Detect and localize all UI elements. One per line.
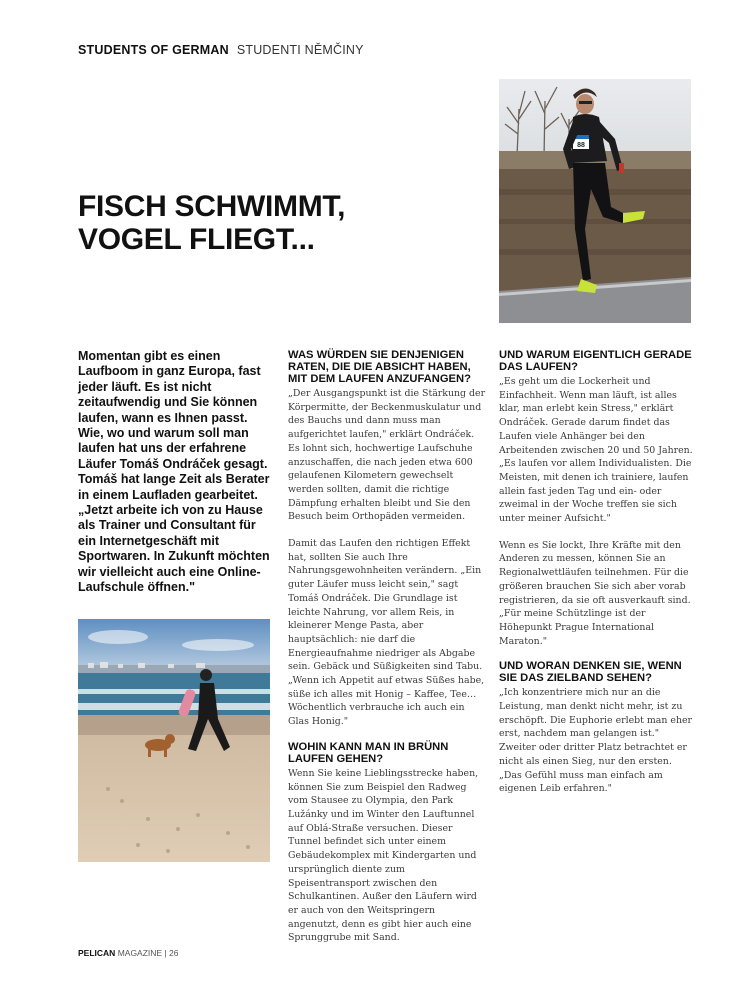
answer-4-paragraph: „Ich konzentriere mich nur an die Leistung, man denkt nicht mehr, ist zu erschöpft. Die Euphorie erlebt man eher erst, nachdem man gelangen ist." Zweiter oder dritter Platz betrachtet er nicht als einen Sieg, nur den ersten. „Das Gefühl muss man einfach am eigenen Leib erfahren." bbox=[499, 687, 693, 795]
answer-1-paragraph-1: „Der Ausgangspunkt ist die Stärkung der Körpermitte, der Beckenmuskulatur und des Bauchs und dann muss man aufgerichtet laufen," erklärt Ondráček. Es lohnt sich, hochwertige Laufschuhe anzuschaffen, die nach jeden etwa 600 gelaufenen Kilometern gewechselt werden sollten, damit die richtige Dämpfung erhalten bleibt und Sie den Besuch beim Orthopäden vermeiden. bbox=[288, 388, 486, 523]
title-line-2: VOGEL FLIEGT... bbox=[78, 223, 315, 256]
question-3-heading: UND WARUM EIGENTLICH GERADE DAS LAUFEN? bbox=[499, 349, 692, 373]
section-label-german: STUDENTS OF GERMAN bbox=[78, 43, 229, 57]
answer-3-paragraph-1: „Es geht um die Lockerheit und Einfachheit. Wenn man läuft, ist alles klar, man erlebt kein Stress," erklärt Ondráček. Gerade darum findet das Laufen viele Anhänger bei den Arbeitenden zwischen 20 und 50 Jahren. „Es laufen vor allem Individualisten. Die Meisten, mit denen ich trainiere, laufen allein fast jeden Tag und ein- oder zweimal in der Woche treffen sie sich unter meiner Aufsicht." bbox=[499, 376, 693, 525]
question-4-heading: UND WORAN DENKEN SIE, WENN SIE DAS ZIELBAND SEHEN? bbox=[499, 660, 682, 685]
runner-photo bbox=[499, 79, 691, 323]
answer-3-paragraph-2: Wenn es Sie lockt, Ihre Kräfte mit den Anderen zu messen, können Sie an Regionalwettläufen teilnehmen. Für die größeren brauchen Sie sich aber vorab registrieren, da sie oft ausverkauft sind. „Für meine Schützlinge ist der Höhepunkt Prague International Maraton." bbox=[499, 539, 691, 647]
beach-photo-image bbox=[78, 619, 270, 862]
footer-page-label: MAGAZINE | 26 bbox=[117, 948, 179, 958]
runner-photo-image bbox=[499, 79, 691, 323]
answer-1-paragraph-2: Damit das Laufen den richtigen Effekt hat, sollten Sie auch Ihre Nahrungsgewohnheiten verändern. „Ein guter Läufer muss leicht sein," sagt Tomáš Ondráček. Die Grundlage ist leichte Nahrung, vor allem Reis, in kleinerer Menge Pasta, aber hauptsächlich: nie darf die Energieaufnahme niedriger als Abgabe sein. Gebäck und Süßigkeiten sind Tabu. „Wenn ich Appetit auf etwas Süßes habe, süße ich alles mit Honig – Kaffee, Tee… Wöchentlich verbrauche ich auch ein Glas Honig." bbox=[288, 538, 485, 728]
question-1-heading: WAS WÜRDEN SIE DENJENIGEN RATEN, DIE DIE ABSICHT HABEN, MIT DEM LAUFEN ANZUFANGEN? bbox=[288, 349, 471, 385]
footer-brand: PELICAN bbox=[78, 948, 116, 958]
runner-bib-number: 88 bbox=[577, 142, 585, 149]
question-2-heading: WOHIN KANN MAN IN BRÜNN LAUFEN GEHEN? bbox=[288, 740, 449, 765]
title-line-1: FISCH SCHWIMMT, bbox=[78, 190, 346, 223]
article-title bbox=[78, 190, 408, 256]
beach-photo bbox=[78, 619, 270, 862]
lead-paragraph: Momentan gibt es einen Laufboom in ganz Europa, fast jeder läuft. Es ist nicht zeitaufwendig und Sie können laufen, wann es Ihnen passt. Wie, wo und warum soll man laufen hat uns der erfahrene Läufer Tomáš Ondráček gesagt. Tomáš hat lange Zeit als Berater in einem Laufladen gearbeitet. „Jetzt arbeite ich von zu Hause als Trainer und Consultant für ein Internetgeschäft mit Sportwaren. In Zukunft möchten wir vielleicht auch eine Online-Laufschule öffnen." bbox=[78, 349, 270, 595]
page-footer bbox=[78, 948, 178, 958]
column-3 bbox=[499, 349, 695, 796]
section-label-czech: STUDENTI NĚMČINY bbox=[236, 43, 364, 57]
column-2 bbox=[288, 349, 488, 945]
answer-2-paragraph: Wenn Sie keine Lieblingsstrecke haben, können Sie zum Beispiel den Radweg vom Stausee zu Olympia, den Park Lužánky und im Winter den Lauftunnel auf Oblá-Straße versuchen. Dieser Tunnel befindet sich unter einem Gebäudekomplex mit Kindergarten und ursprünglich diente zum Speisentransport zwischen den Schulkantinen. Außer den Läufern wird er auch von den Weitspringern angenutzt, denn es gibt hier auch eine Sprunggrube mit Sand. bbox=[288, 767, 479, 944]
section-header bbox=[78, 43, 364, 57]
